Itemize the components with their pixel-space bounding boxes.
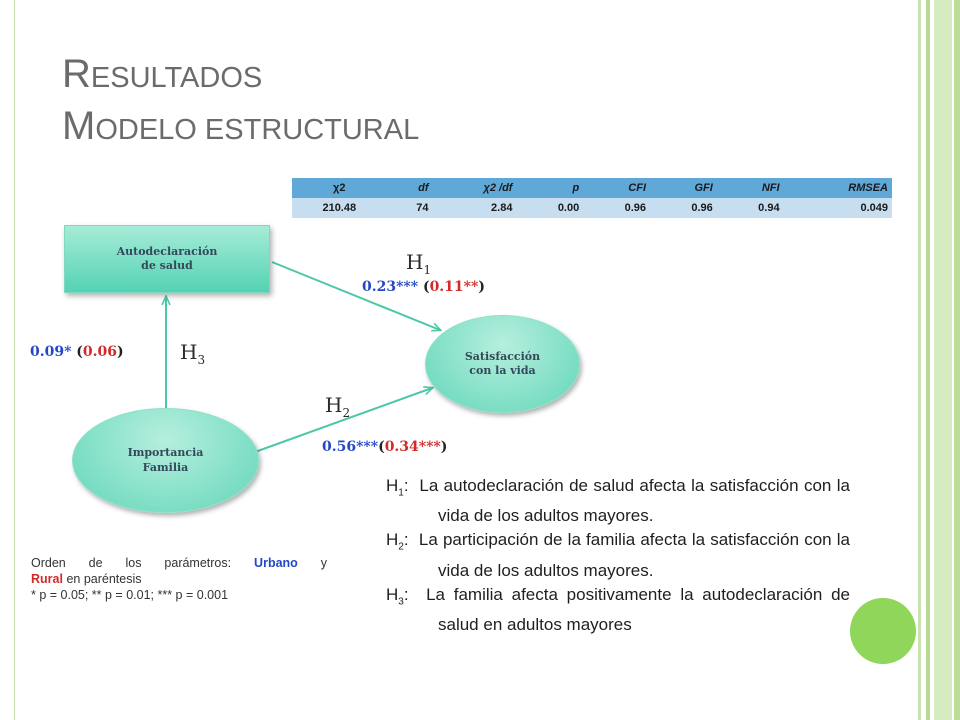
note-urbano: Urbano [254,556,298,570]
significance-legend: * p = 0.05; ** p = 0.01; *** p = 0.001 [31,588,229,602]
coef-rural: 0.06 [82,344,118,360]
fit-header-cell: CFI [583,178,650,198]
node-autodeclaracion-salud [64,225,270,293]
node-importancia-familia [72,408,259,513]
node-label-line: Satisfacción [464,349,541,363]
fit-value-cell: 2.84 [433,198,517,218]
hypothesis-item: $H_1$: La autodeclaración de salud afecta la satisfacción con la vida de los adultos mayores. [386,476,850,526]
node-label-line: Autodeclaración [116,244,218,258]
coef-h2: 0.56***(0.34***) [322,439,448,455]
subtitle-rest: ODELO ESTRUCTURAL [95,114,420,146]
fit-value-cell: 0.96 [583,198,650,218]
subtitle-initial: M [62,104,96,148]
title-rest: ESULTADOS [90,62,263,94]
decor-green-circle [850,598,916,664]
path-label-h2: $H_2$ [325,393,351,420]
coef-rural: 0.11** [429,279,479,295]
path-label-h1: $H_1$ [406,250,432,277]
hypothesis-item: $H_2$: La participación de la familia afecta la satisfacción con la vida de los adultos mayores. [386,530,851,580]
node-label-line: de salud [141,259,193,272]
fit-value-cell: 0.96 [650,198,717,218]
node-label-line: Importancia [127,446,204,460]
fit-header-cell: df [387,178,433,198]
hypothesis-item: $H_3$: La familia afecta positivamente la autodeclaración de salud en adultos mayores [386,584,850,635]
fit-header-cell: χ2 /df [433,178,517,198]
fit-value-cell: 210.48 [292,198,387,218]
fit-header-cell: GFI [650,178,717,198]
node-satisfaccion-vida [425,315,580,413]
fit-header-cell: NFI [717,178,784,198]
coef-h1: 0.23*** (0.11**) [362,279,485,295]
coef-rural: 0.34*** [384,439,441,455]
coef-urbano: 0.23*** [362,279,419,295]
fit-header-cell: χ2 [292,178,387,198]
title-initial: R [62,52,91,96]
fit-value-cell: 0.049 [784,198,892,218]
fit-value-cell: 0.00 [516,198,583,218]
hypotheses-list [386,474,850,637]
coef-urbano: 0.09* [30,344,72,360]
fit-value-cell: 74 [387,198,433,218]
node-label-line: Familia [142,460,189,474]
parameter-note: Orden de los parámetros: Urbano y Rural en paréntesis * p = 0.05; ** p = 0.01; *** p = 0.001 [31,556,327,602]
coef-urbano: 0.56*** [322,439,379,455]
note-rural: Rural [31,572,63,586]
node-label-line: con la vida [469,364,536,377]
fit-header-cell: p [516,178,583,198]
path-label-h3: $H_3$ [180,340,206,367]
fit-header-cell: RMSEA [784,178,892,198]
coef-h3: 0.09* (0.06) [30,344,124,360]
fit-value-cell: 0.94 [717,198,784,218]
